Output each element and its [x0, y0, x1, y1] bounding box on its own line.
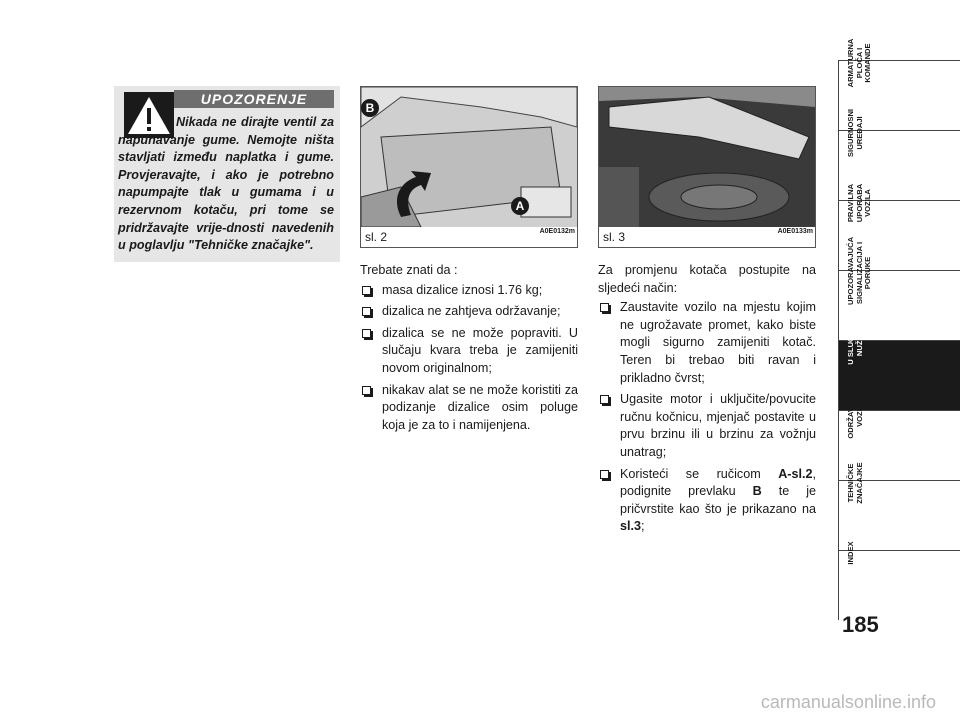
checkbox-bullet-icon: [362, 286, 371, 295]
checkbox-bullet-icon: [600, 303, 609, 312]
tab-sigurnosni-uredaji[interactable]: SIGURNOSNI UREĐAJI: [838, 130, 960, 200]
page-number: 185: [842, 612, 879, 637]
marker-a: A: [511, 197, 529, 215]
figure-sl-2: [360, 86, 578, 248]
figure-sl-3: [598, 86, 816, 248]
checkbox-bullet-icon: [362, 329, 371, 338]
checkbox-bullet-icon: [362, 386, 371, 395]
warning-title: UPOZORENJE: [174, 90, 334, 108]
spare-wheel-well-illustration: [599, 87, 815, 227]
reference-b: B: [752, 484, 762, 499]
tab-odrzavanje-vozila[interactable]: ODRŽAVANJE VOZILA: [838, 410, 960, 480]
figure-caption-bar: [361, 227, 577, 247]
column-intro: Trebate znati da :: [360, 263, 458, 277]
column-wheel-change: [598, 262, 816, 540]
reference-a-sl2: A-sl.2: [778, 466, 813, 481]
warning-text: Nikada ne dirajte ventil za napuhavanje gume. Nemojte ništa stavljati između naplatka i gume. Provjeravajte, i ako je potrebno napumpajte tlak u gumama i u rezervnom kotaču, pri tome se pridržavajte vrije-dnosti navedenih u poglavlju "Tehničke značajke".: [118, 115, 334, 253]
warning-box: [114, 86, 340, 262]
figure-caption-bar: [599, 227, 815, 247]
list-item: Zaustavite vozilo na mjestu kojim ne ugrožavate promet, kako biste mogli sigurno zamijeniti kotač. Teren bi trebao biti ravan i prikladno čvrst;: [598, 299, 816, 387]
tab-pravilna-uporaba[interactable]: PRAVILNA UPORABA VOZILA: [838, 200, 960, 270]
tab-index[interactable]: INDEX: [838, 550, 960, 620]
checkbox-bullet-icon: [600, 470, 609, 479]
column-jack-info: [360, 262, 578, 438]
checkbox-bullet-icon: [600, 395, 609, 404]
trunk-floor-illustration: [361, 87, 577, 227]
tab-upozoravajuca-signalizacija[interactable]: UPOZORAVAJUĆA SIGNALIZACIJA I PORUKE: [838, 270, 960, 340]
bullet-list: [598, 299, 816, 536]
tab-tehnicke-znacajke[interactable]: TEHNIČKE ZNAČAJKE: [838, 480, 960, 550]
figure-label: sl. 2: [365, 230, 388, 244]
list-item: dizalica ne zahtjeva održavanje;: [360, 303, 578, 321]
list-item: dizalica se ne može popraviti. U slučaju kvara treba je zamijeniti novom originalnom;: [360, 325, 578, 378]
figure-code: A0E0132m: [539, 228, 575, 235]
tab-armaturna-ploca[interactable]: ARMATURNA PLOČA I KOMANDE: [838, 60, 960, 130]
tab-u-slucaju-nuzde[interactable]: U SLUČAJU NUŽDE: [838, 340, 960, 410]
figure-label: sl. 3: [603, 230, 626, 244]
chapter-tabs: [838, 38, 960, 620]
column-intro: Za promjenu kotača postupite na sljedeći način:: [598, 263, 816, 295]
marker-b: B: [361, 99, 379, 117]
reference-sl3: sl.3: [620, 519, 642, 534]
list-item: Ugasite motor i uključite/povucite ručnu kočnicu, mjenjač postavite u prvu brzinu ili u brzinu za vožnju unatrag;: [598, 391, 816, 461]
figure-code: A0E0133m: [777, 228, 813, 235]
watermark: carmanualsonline.info: [760, 692, 936, 712]
list-item: masa dizalice iznosi 1.76 kg;: [360, 282, 578, 300]
list-item: Koristeći se ručicom A-sl.2, podignite prevlaku B te je pričvrstite kao što je prikazano na sl.3;: [598, 466, 816, 536]
checkbox-bullet-icon: [362, 307, 371, 316]
bullet-list: [360, 282, 578, 435]
list-item: nikakav alat se ne može koristiti za podizanje dizalice osim poluge koja je za to i namijenjena.: [360, 382, 578, 435]
